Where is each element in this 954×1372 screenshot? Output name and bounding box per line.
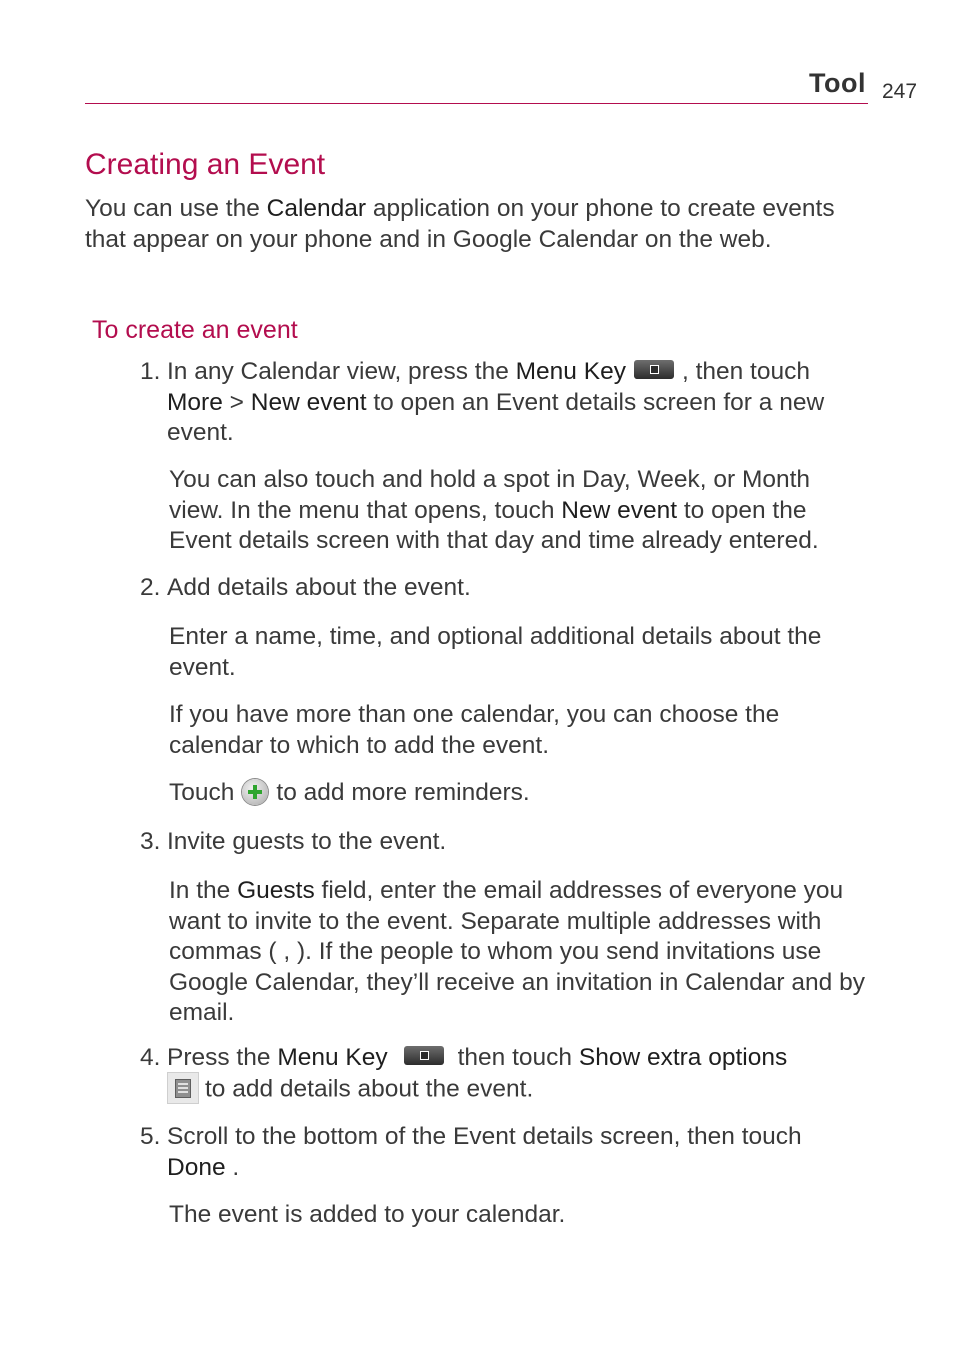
more-term: More [167,388,223,416]
menu-key-term: Menu Key [277,1044,388,1071]
step-text: > [222,388,251,416]
note-text: You can also touch and hold a spot in Day, Week, or Month view. In the menu that opens, touch [169,466,811,524]
section-title: Tool [809,68,866,98]
step-number: 1. [140,358,161,385]
guests-term: Guests [237,877,315,904]
page-title: Creating an Event [85,148,326,181]
step-number: 3. [140,828,161,855]
step-2-text: Add details about the event. [167,574,471,601]
new-event-term: New event [250,388,367,416]
step-number: 2. [140,574,161,601]
step-5 [140,1122,870,1181]
show-extra-options-term: Show extra options [578,1044,788,1071]
step-5-text [167,1122,867,1183]
header-divider [85,103,868,104]
step-text: . [225,1153,240,1181]
intro-text: You can use the [85,195,267,222]
note-text: field, enter the email addresses of everyone you want to invite to the event. Separate multiple addresses with commas ( , ). If the people to whom you send invitations use Google Calendar, they’ll receive an invitation in Calendar and by email. [169,877,865,1026]
step-3 [140,827,870,858]
done-term: Done [167,1153,226,1181]
menu-key-icon [404,1046,444,1065]
step-1-text [167,357,867,449]
page-header [0,66,954,106]
step-2-note-1: Enter a name, time, and optional additional details about the event. [169,623,822,681]
subheading: To create an event [92,316,298,344]
step-text: to open an Event details screen for a new event. [167,388,825,446]
step-2-note-2: If you have more than one calendar, you can choose the calendar to which to add the event. [169,701,780,759]
add-reminder-icon [242,779,268,805]
step-text: to add details about the event. [205,1074,534,1102]
step-3-text: Invite guests to the event. [167,828,447,855]
step-text: In any Calendar view, press the [167,358,516,385]
step-4 [140,1043,870,1102]
note-text: Touch [169,779,235,806]
step-text: Scroll to the bottom of the Event details screen, then touch [167,1123,802,1150]
step-2-note-3 [169,778,869,809]
step-text: then touch [457,1044,579,1071]
step-text: , then touch [681,358,810,385]
step-1 [140,357,870,446]
new-event-term: New event [561,496,678,524]
step-2 [140,573,870,604]
show-extra-options-icon [167,1072,199,1104]
menu-key-icon [634,360,674,379]
intro-text-continued: application on your phone to create events that appear on your phone and in Google Calendar on the web. [85,195,835,253]
note-text: to add more reminders. [276,779,530,806]
note-text: to open the Event details screen with that day and time already entered. [169,496,819,554]
intro-paragraph [85,194,845,255]
step-1-note [169,465,869,557]
menu-key-term: Menu Key [515,358,626,385]
step-text: Press the [167,1044,278,1071]
step-4-text [167,1043,867,1106]
step-5-note: The event is added to your calendar. [169,1201,566,1228]
page-number: 247 [882,80,918,103]
note-text: In the [169,877,238,904]
step-number: 5. [140,1123,161,1150]
calendar-term: Calendar [266,195,367,222]
step-number: 4. [140,1044,161,1071]
step-3-note [169,876,869,1029]
